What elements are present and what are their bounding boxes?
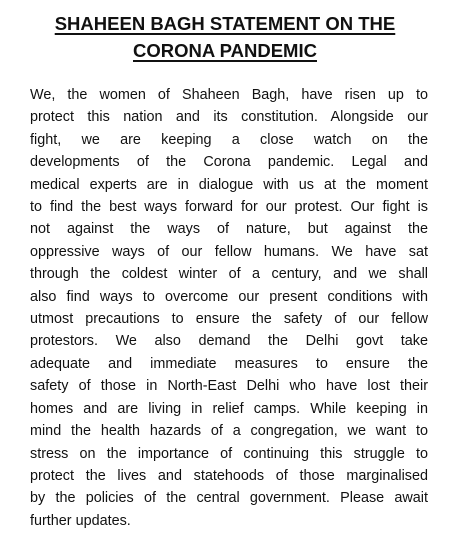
statement-title <box>20 10 430 64</box>
body-line: protect this nation and its constitution. Alongside our <box>30 109 428 126</box>
body-line: adequate and immediate measures to ensure the <box>30 355 428 372</box>
statement-body <box>30 84 428 532</box>
body-line: utmost precautions to ensure the safety of our fellow <box>30 311 428 328</box>
body-line: also find ways to overcome our present conditions with <box>30 288 428 305</box>
body-line: through the coldest winter of a century, and we shall <box>30 266 428 283</box>
body-line: fight, we are keeping a close watch on the <box>30 131 428 148</box>
body-line: developments of the Corona pandemic. Legal and <box>30 154 428 171</box>
body-line: protestors. We also demand the Delhi govt take <box>30 333 428 350</box>
body-line: to find the best ways forward for our protest. Our fight is <box>30 199 428 216</box>
body-line: medical experts are in dialogue with us at the moment <box>30 176 428 193</box>
body-line: not against the ways of nature, but against the <box>30 221 428 238</box>
body-line: mind the health hazards of a congregation, we want to <box>30 423 428 440</box>
title-line: SHAHEEN BAGH STATEMENT ON THE <box>54 13 396 34</box>
body-line: by the policies of the central government. Please await <box>30 490 428 507</box>
body-line: further updates. <box>30 512 131 529</box>
body-line: safety of those in North-East Delhi who have lost their <box>30 378 428 395</box>
body-line: oppressive ways of our fellow humans. We have sat <box>30 243 428 260</box>
body-line: protect the lives and statehoods of those marginalised <box>30 467 428 484</box>
body-line: We, the women of Shaheen Bagh, have risen up to <box>30 87 428 103</box>
title-line: CORONA PANDEMIC <box>133 40 317 61</box>
body-line: stress on the importance of continuing this struggle to <box>30 445 428 462</box>
body-line: homes and are living in relief camps. While keeping in <box>30 400 428 417</box>
